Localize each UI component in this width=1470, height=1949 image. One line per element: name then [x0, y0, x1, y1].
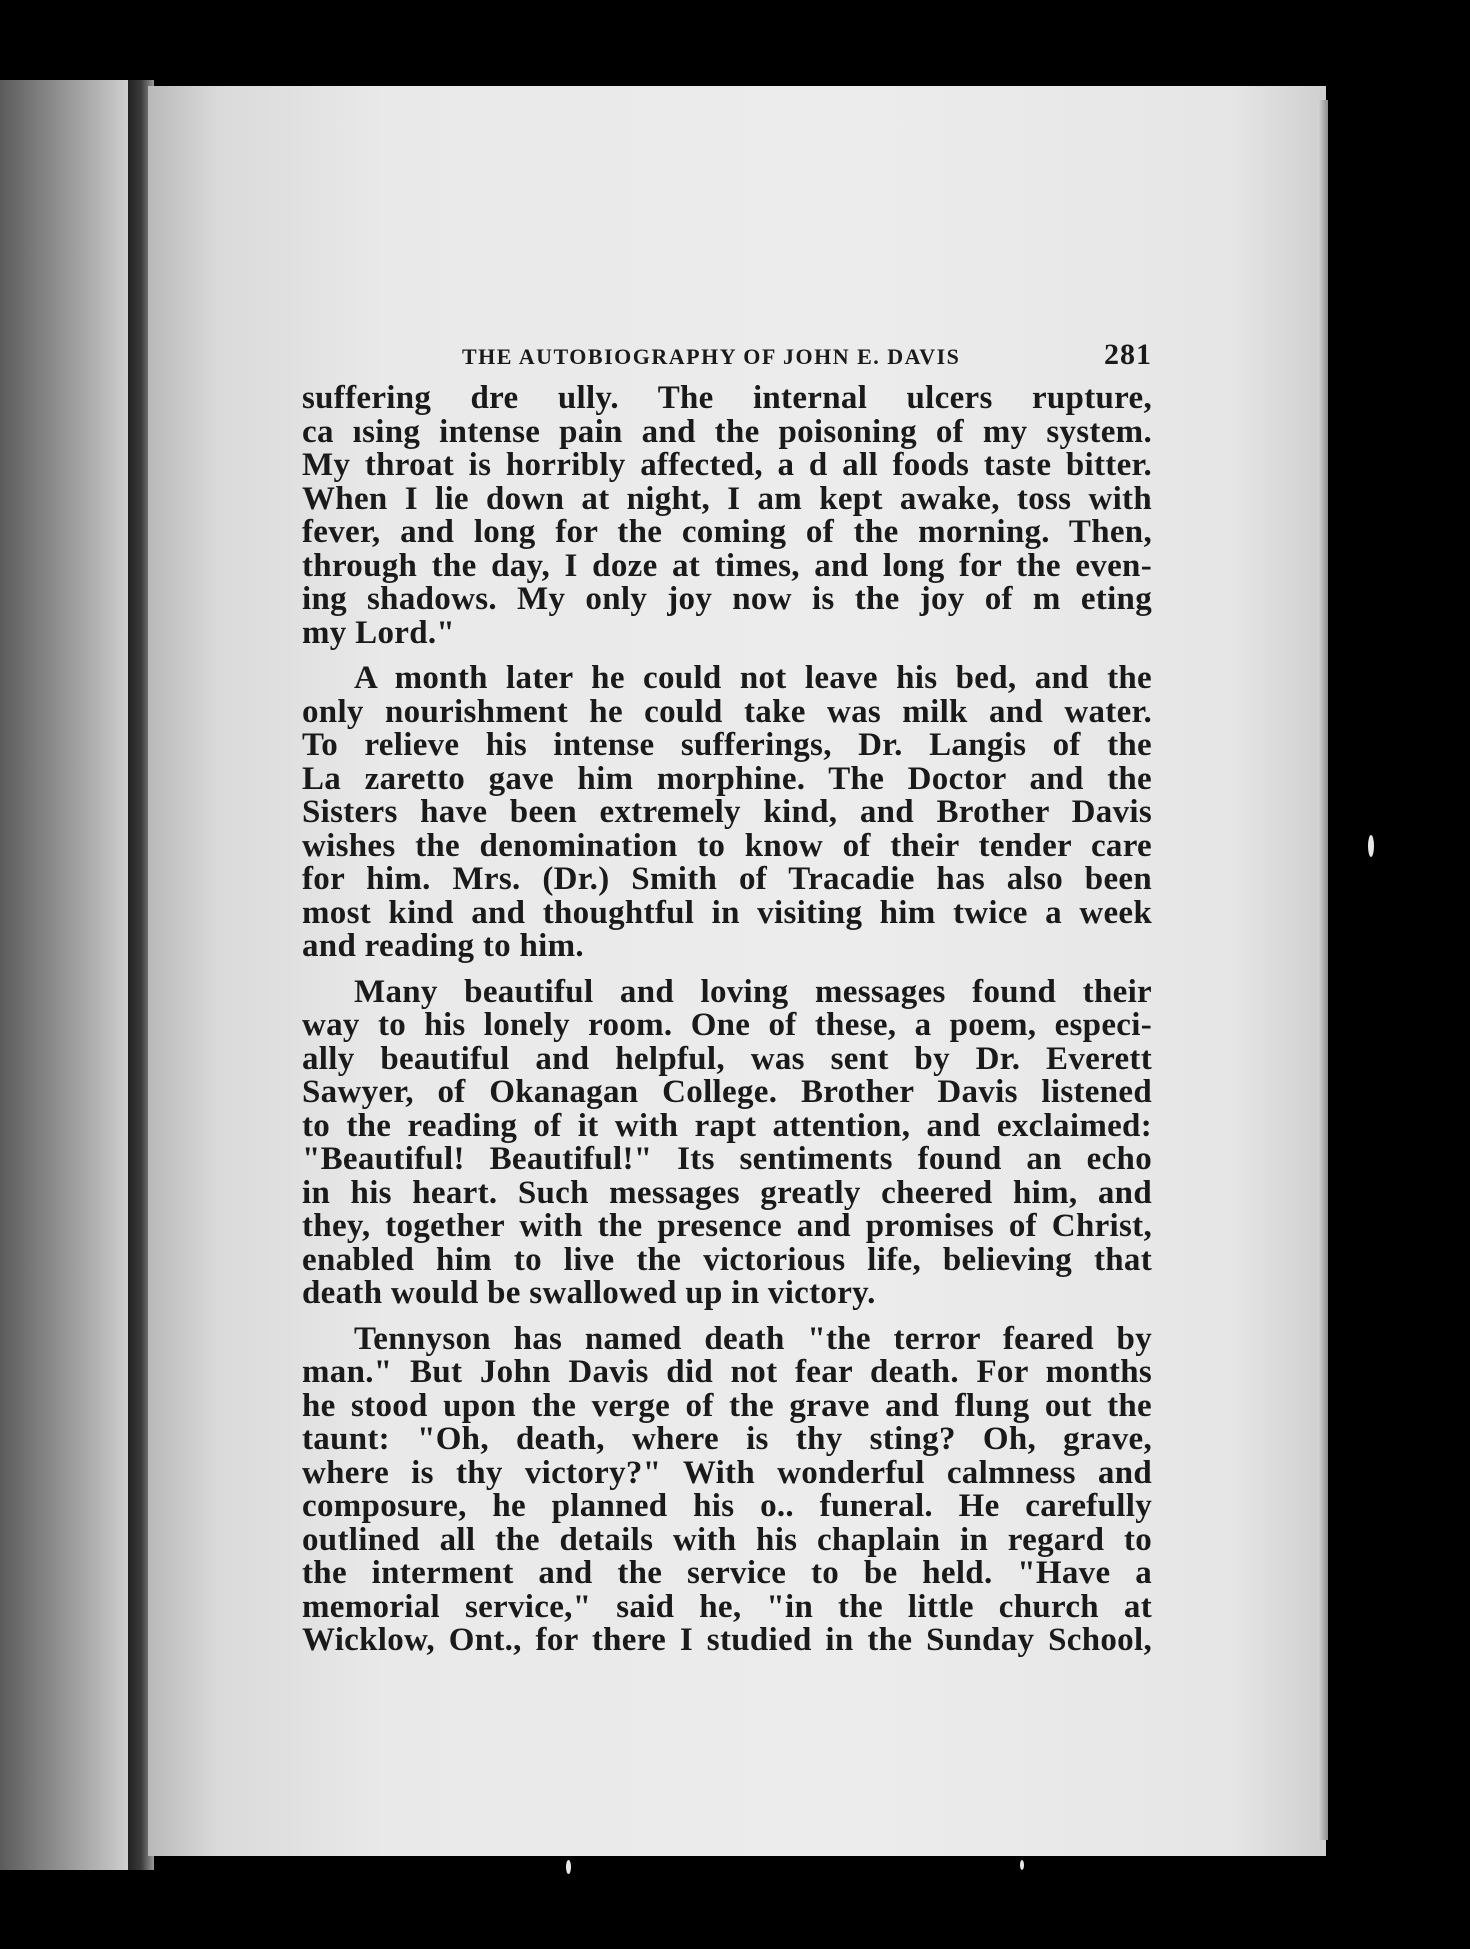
- text-line: memorial service," said he, "in the little church at: [302, 1588, 1152, 1625]
- text-line: taunt: "Oh, death, where is thy sting? Oh, grave,: [302, 1421, 1152, 1457]
- facing-page-edge: [0, 80, 130, 1870]
- text-line: suffering dre ully. The internal ulcers rupture,: [302, 380, 1152, 416]
- paragraph: [302, 382, 1152, 650]
- text-line: man." But John Davis did not fear death. For months: [302, 1354, 1152, 1390]
- text-line: A month later he could not leave his bed, and the: [354, 660, 1152, 696]
- paragraph: [302, 662, 1152, 964]
- paragraph: [302, 973, 1152, 1311]
- text-line: La zaretto gave him morphine. The Doctor and the: [302, 760, 1152, 797]
- text-line: to the reading of it with rapt attention, and exclaimed:: [302, 1107, 1152, 1144]
- text-line: composure, he planned his o.. funeral. He carefully: [302, 1488, 1152, 1524]
- text-line: where is thy victory?" With wonderful calmness and: [302, 1454, 1152, 1491]
- text-line: most kind and thoughtful in visiting him twice a week: [302, 894, 1152, 931]
- text-line: ally beautiful and helpful, was sent by Dr. Everett: [302, 1040, 1152, 1077]
- text-line: my Lord.": [302, 614, 456, 651]
- text-line: To relieve his intense sufferings, Dr. Langis of the: [302, 727, 1152, 763]
- text-line: Sisters have been extremely kind, and Brother Davis: [302, 794, 1152, 830]
- paragraph: [302, 1320, 1152, 1658]
- text-line: in his heart. Such messages greatly cheered him, and: [302, 1174, 1152, 1211]
- text-line: and reading to him.: [302, 928, 584, 964]
- text-line: for him. Mrs. (Dr.) Smith of Tracadie has also been: [302, 861, 1152, 897]
- text-line: way to his lonely room. One of these, a poem, especi-: [302, 1007, 1152, 1043]
- text-line: the interment and the service to be held. "Have a: [302, 1555, 1152, 1591]
- text-line: fever, and long for the coming of the morning. Then,: [302, 514, 1152, 550]
- text-line: Sawyer, of Okanagan College. Brother Davis listened: [302, 1074, 1152, 1110]
- running-title: THE AUTOBIOGRAPHY OF JOHN E. DAVIS: [462, 344, 961, 369]
- text-line: they, together with the presence and promises of Christ,: [302, 1208, 1152, 1244]
- text-line: ca ısing intense pain and the poisoning of my system.: [302, 413, 1152, 450]
- text-line: Tennyson has named death "the terror feared by: [354, 1320, 1152, 1357]
- page-right-edge: [1318, 100, 1328, 1840]
- dust-speck: [1368, 835, 1374, 857]
- text-line: Wicklow, Ont., for there I studied in the Sunday School,: [302, 1622, 1152, 1658]
- text-line: death would be swallowed up in victory.: [302, 1275, 876, 1311]
- page-header: [302, 338, 1152, 372]
- dust-speck: [566, 1860, 571, 1874]
- text-line: enabled him to live the victorious life, believing that: [302, 1241, 1152, 1278]
- page-number: 281: [1104, 338, 1152, 371]
- dust-speck: [1020, 1860, 1024, 1870]
- text-line: Many beautiful and loving messages found their: [354, 973, 1152, 1010]
- page-text: [302, 338, 1152, 1658]
- text-line: ing shadows. My only joy now is the joy of m eting: [302, 581, 1152, 617]
- text-line: he stood upon the verge of the grave and flung out the: [302, 1387, 1152, 1424]
- text-line: When I lie down at night, I am kept awake, toss with: [302, 480, 1152, 517]
- text-line: My throat is horribly affected, a d all foods taste bitter.: [302, 447, 1152, 483]
- text-line: through the day, I doze at times, and long for the even-: [302, 547, 1152, 584]
- text-line: only nourishment he could take was milk and water.: [302, 693, 1152, 730]
- text-line: "Beautiful! Beautiful!" Its sentiments found an echo: [302, 1141, 1152, 1177]
- text-line: outlined all the details with his chaplain in regard to: [302, 1521, 1152, 1558]
- text-line: wishes the denomination to know of their tender care: [302, 827, 1152, 864]
